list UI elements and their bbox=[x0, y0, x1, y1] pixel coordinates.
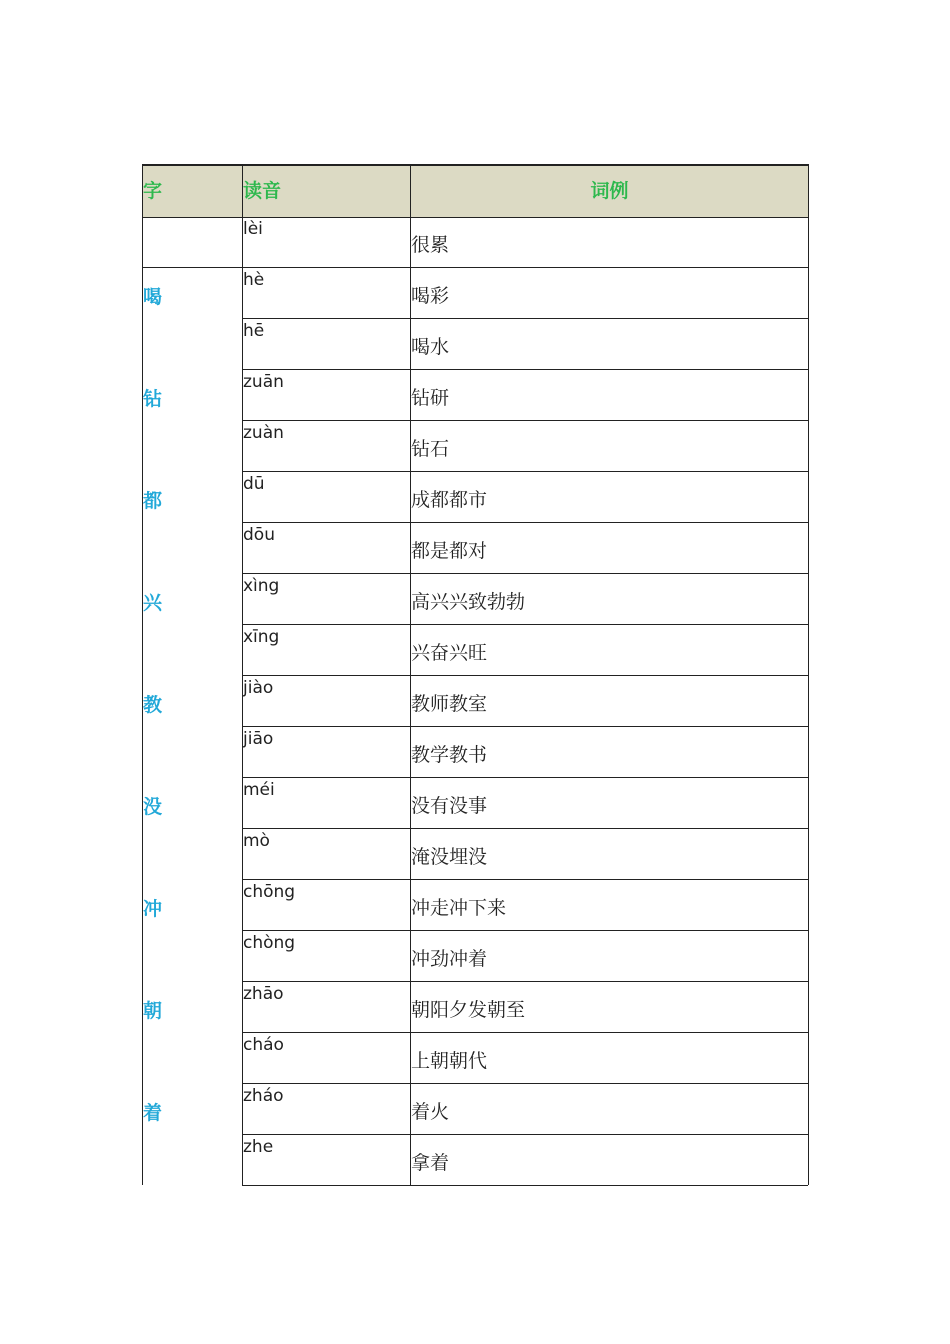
example-cell: 着火 bbox=[411, 1101, 450, 1123]
example-cell: 喝水 bbox=[411, 336, 450, 358]
pinyin-cell: jiào bbox=[243, 678, 274, 698]
column-divider bbox=[410, 166, 411, 1186]
row-divider bbox=[242, 420, 808, 421]
char-cell: 喝 bbox=[143, 286, 163, 308]
row-divider bbox=[242, 318, 808, 319]
row-divider bbox=[242, 777, 808, 778]
pinyin-cell: jiāo bbox=[243, 729, 274, 749]
row-divider bbox=[242, 522, 808, 523]
char-cell: 没 bbox=[143, 796, 163, 818]
example-cell: 高兴兴致勃勃 bbox=[411, 591, 526, 613]
pinyin-cell: mò bbox=[243, 831, 270, 851]
example-cell: 都是都对 bbox=[411, 540, 488, 562]
pinyin-cell: chōng bbox=[243, 882, 296, 902]
row-divider bbox=[242, 1083, 808, 1084]
pinyin-cell: dū bbox=[243, 474, 265, 494]
row-divider bbox=[242, 1032, 808, 1033]
example-cell: 教师教室 bbox=[411, 693, 488, 715]
pinyin-cell: zhe bbox=[243, 1137, 274, 1157]
example-cell: 兴奋兴旺 bbox=[411, 642, 488, 664]
row-divider bbox=[242, 726, 808, 727]
row-divider bbox=[242, 1185, 808, 1186]
char-cell: 着 bbox=[143, 1102, 163, 1124]
example-cell: 没有没事 bbox=[411, 795, 488, 817]
row-divider bbox=[242, 369, 808, 370]
example-cell: 教学教书 bbox=[411, 744, 488, 766]
row-divider bbox=[242, 828, 808, 829]
row-divider bbox=[242, 1134, 808, 1135]
header-example: 词例 bbox=[590, 180, 629, 202]
pinyin-cell: cháo bbox=[243, 1035, 284, 1055]
pinyin-cell: chòng bbox=[243, 933, 296, 953]
row-divider bbox=[242, 624, 808, 625]
row-divider bbox=[242, 930, 808, 931]
column-divider bbox=[242, 166, 243, 1186]
pinyin-cell: zhāo bbox=[243, 984, 284, 1004]
example-cell: 钻研 bbox=[411, 387, 450, 409]
row-divider bbox=[242, 573, 808, 574]
pinyin-cell: dōu bbox=[243, 525, 275, 545]
example-cell: 很累 bbox=[411, 234, 450, 256]
char-cell: 兴 bbox=[143, 592, 163, 614]
char-cell: 钻 bbox=[143, 388, 163, 410]
pronunciation-table bbox=[142, 164, 809, 1185]
pinyin-cell: xīng bbox=[243, 627, 280, 647]
example-cell: 拿着 bbox=[411, 1152, 450, 1174]
row-divider bbox=[242, 981, 808, 982]
pinyin-cell: zuān bbox=[243, 372, 284, 392]
pinyin-cell: hē bbox=[243, 321, 265, 341]
example-cell: 钻石 bbox=[411, 438, 450, 460]
char-cell: 冲 bbox=[143, 898, 163, 920]
row-divider bbox=[242, 879, 808, 880]
example-cell: 上朝朝代 bbox=[411, 1050, 488, 1072]
example-cell: 朝阳夕发朝至 bbox=[411, 999, 526, 1021]
example-cell: 淹没埋没 bbox=[411, 846, 488, 868]
char-cell: 朝 bbox=[143, 1000, 163, 1022]
pinyin-cell: méi bbox=[243, 780, 275, 800]
example-cell: 喝彩 bbox=[411, 285, 450, 307]
pinyin-cell: lèi bbox=[243, 219, 263, 239]
example-cell: 冲劲冲着 bbox=[411, 948, 488, 970]
header-char: 字 bbox=[143, 180, 163, 202]
pinyin-cell: xìng bbox=[243, 576, 280, 596]
example-cell: 冲走冲下来 bbox=[411, 897, 507, 919]
header-pinyin: 读音 bbox=[243, 180, 282, 202]
row-divider bbox=[242, 675, 808, 676]
row-divider bbox=[143, 267, 808, 268]
example-cell: 成都都市 bbox=[411, 489, 488, 511]
row-divider bbox=[242, 471, 808, 472]
char-cell: 都 bbox=[143, 490, 163, 512]
char-cell: 教 bbox=[143, 694, 163, 716]
pinyin-cell: zháo bbox=[243, 1086, 284, 1106]
pinyin-cell: zuàn bbox=[243, 423, 284, 443]
pinyin-cell: hè bbox=[243, 270, 265, 290]
